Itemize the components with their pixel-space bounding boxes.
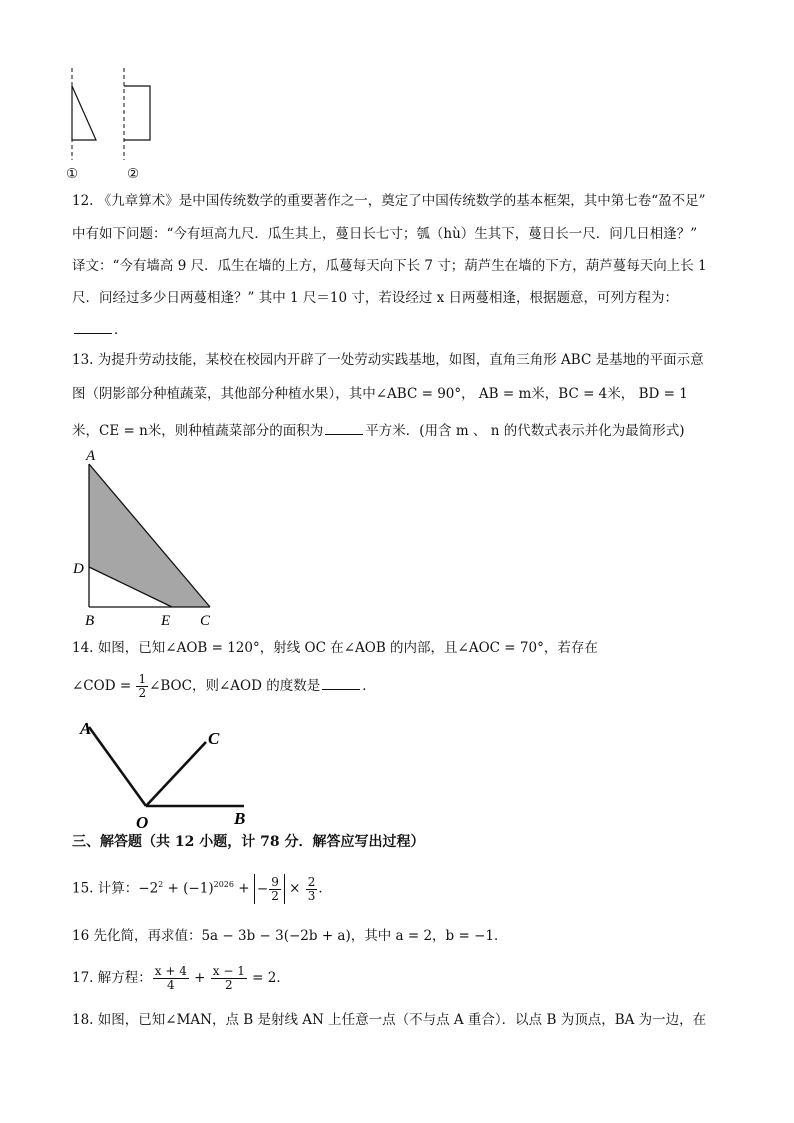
fraction-one-half: $\frac{1}{2}$ [138,672,147,700]
fraction-two-thirds: $\frac{2}{3}$ [307,874,316,903]
q18-line: 18. 如图，已知∠MAN，点 B 是射线 AN 上任意一点（不与点 A 重合）．以点 B 为顶点，BA 为一边，在 [72,1012,707,1028]
fig11-label-1: ① [66,166,79,182]
q12-line3: 译文：“今有墙高 9 尺．瓜生在墙的上方，瓜蔓每天向下长 7 寸；葫芦生在墙的下方，葫芦蔓每天向上长 1 [72,258,707,274]
label-B: B [234,809,246,828]
fraction-x-plus-4-over-4: $\frac{x + 4}{4}$ [154,964,187,992]
label-E: E [161,613,171,629]
label-A: A [86,448,96,464]
fraction-x-minus-1-over-2: $\frac{x - 1}{2}$ [212,964,245,992]
answer-blank [74,321,112,334]
q12-line4: 尺．问经过多少日两蔓相逢？” 其中 1 尺＝10 寸，若设经过 x 日两蔓相逢，根据题意，可列方程为： [72,290,679,306]
q12-line5-end: ． [114,322,128,338]
label-C: C [200,613,211,629]
q14-angle-diagram [74,712,260,830]
q14-line2 [72,672,376,700]
q14-line2c: ． [362,678,376,694]
q15-line: 15. 计算：$-2^2 + (-1)^{2026}$ + − $\frac{9}{2}$ × $\frac{2}{3}$ ． [72,874,332,903]
q13-line1: 13. 为提升劳动技能，某校在校园内开辟了一处劳动实践基地，如图，直角三角形 ABC 是基地的平面示意 [72,352,704,368]
q13-line3b: 平方米．(用含 m 、 n 的代数式表示并化为最简形式) [365,423,685,439]
q12-line2: 中有如下问题：“今有垣高九尺．瓜生其上，蔓日长七寸；瓠（hù）生其下，蔓日长一尺．问几日相逢？” [72,226,698,242]
label-C: C [208,729,220,748]
q12-line5 [72,320,128,340]
q13-triangle-diagram [70,446,220,630]
answer-blank [322,677,360,690]
label-O: O [136,813,149,830]
q13-line3a: 米，CE = n米，则种植蔬菜部分的面积为 [72,423,324,439]
label-D: D [73,561,84,577]
q17-line: 17. 解方程： $\frac{x + 4}{4}$ + $\frac{x - 1}{2}$ = 2． [72,964,290,992]
answer-blank [325,422,363,435]
q16-line: 16 先化简，再求值：5a − 3b − 3(−2b + a)，其中 a = 2，b = −1． [72,928,508,944]
label-A: A [80,719,92,738]
fig11-label-2: ② [127,166,140,182]
q14-line2b: ∠BOC，则∠AOD 的度数是 [149,678,321,694]
q13-line2: 图（阴影部分种植蔬菜，其他部分种植水果），其中∠ABC = 90°， AB = m米，BC = 4米， BD = 1 [72,386,688,402]
q14-line2a: ∠COD = [72,678,132,694]
absolute-value: − $\frac{9}{2}$ [254,874,285,904]
q12-line1: 12. 《九章算术》是中国传统数学的重要著作之一，奠定了中国传统数学的基本框架，其中第七卷“盈不足” [72,193,706,209]
q14-line1: 14. 如图，已知∠AOB = 120°，射线 OC 在∠AOB 的内部，且∠AOC = 70°，若存在 [72,640,598,656]
q13-line3 [72,421,684,441]
section3-title: 三、解答题（共 12 小题，计 78 分．解答应写出过程） [72,834,425,850]
label-B: B [85,613,95,629]
